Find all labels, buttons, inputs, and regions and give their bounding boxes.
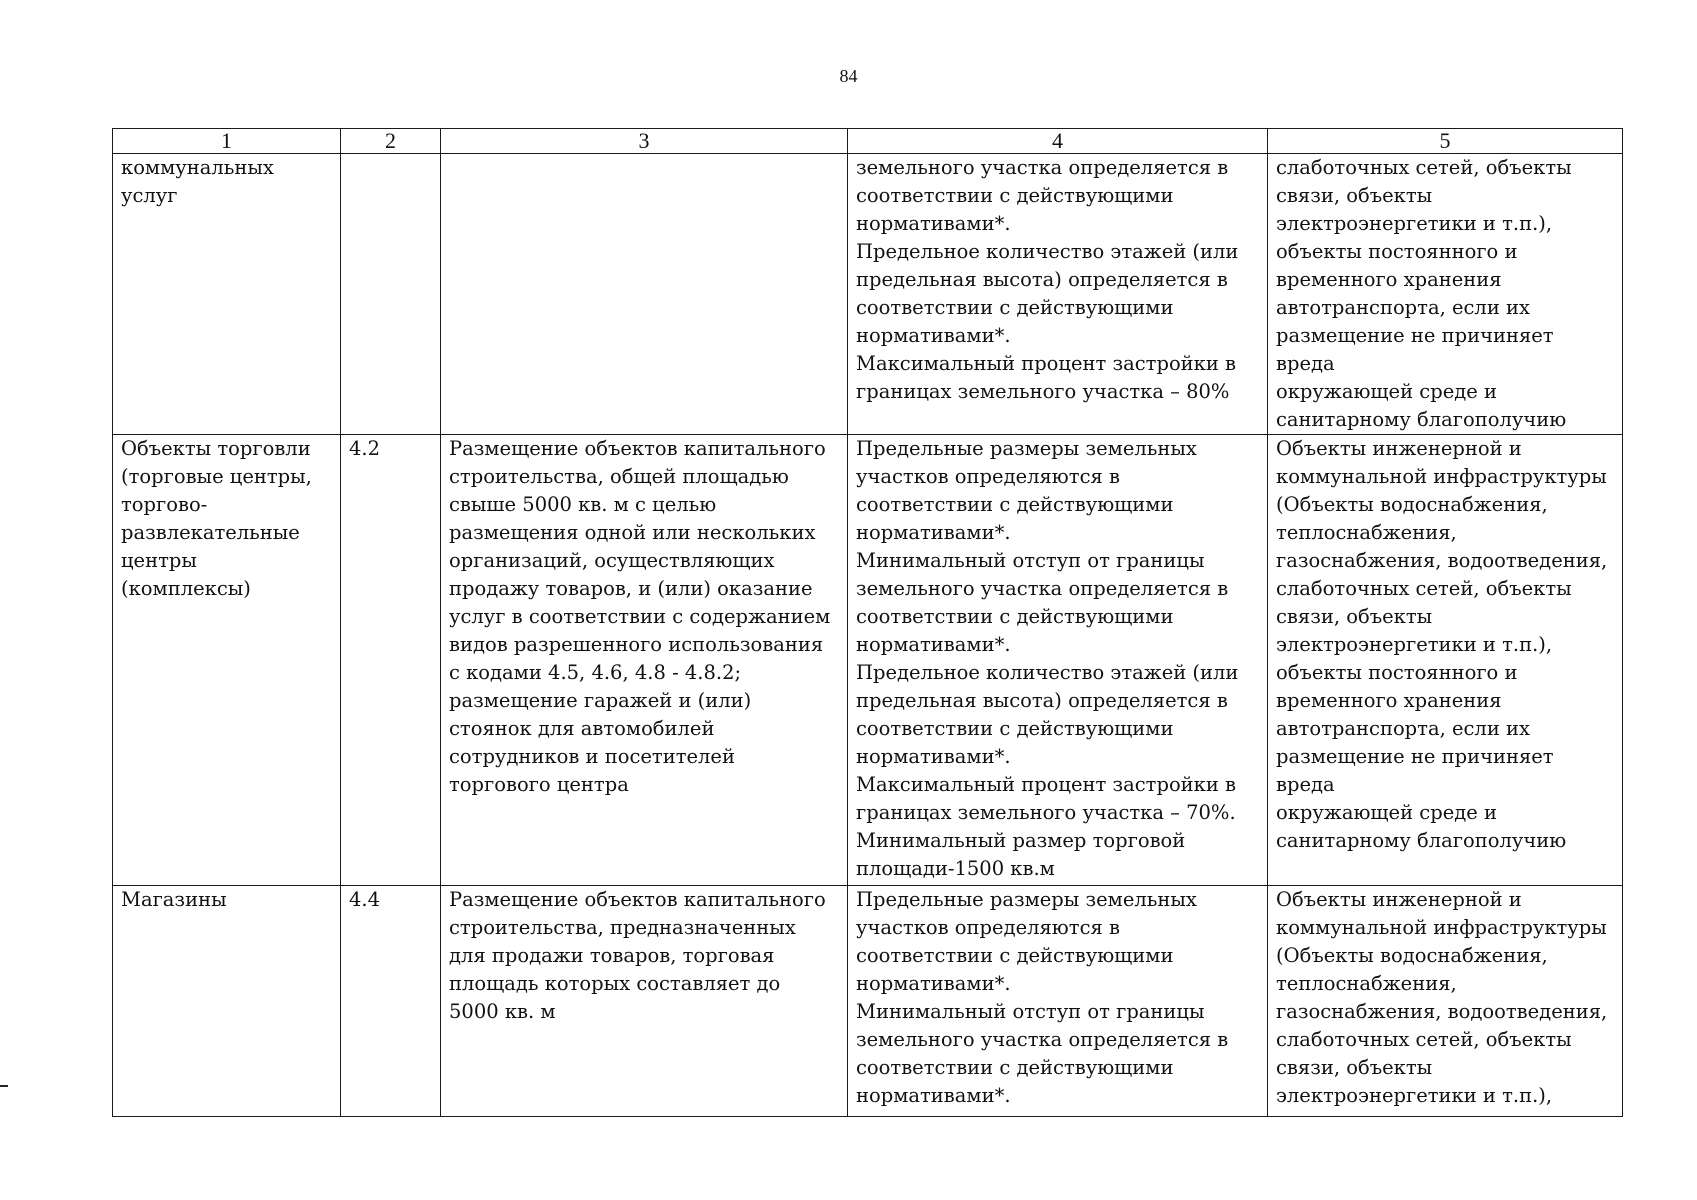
auxiliary-uses-cell: Объекты инженерной и коммунальной инфраструктуры (Объекты водоснабжения, теплоснабжения, газоснабжения, водоотведения, слаботочных сетей, объекты связи, объекты электроэнергетики и т.п.), [1268,886,1623,1117]
scan-mark [0,1085,8,1087]
table-row [113,154,1623,435]
column-header-3: 3 [441,129,848,154]
use-description-cell: Размещение объектов капитального строительства, предназначенных для продажи товаров, торговая площадь которых составляет до 5000 кв. м [441,886,848,1117]
table-row [113,435,1623,886]
page-number: 84 [839,66,858,86]
parameters-cell: Предельные размеры земельных участков определяются в соответствии с действующими нормативами*. Минимальный отступ от границы земельного участка определяется в соответствии с действующими нормативами*. Предельное количество этажей (или предельная высота) определяется в соответствии с действующими нормативами*. Максимальный процент застройки в границах земельного участка – 70%. Минимальный размер торговой площади-1500 кв.м [848,435,1268,886]
use-description-cell: Размещение объектов капитального строительства, общей площадью свыше 5000 кв. м с целью размещения одной или нескольких организаций, осуществляющих продажу товаров, и (или) оказание услуг в соответствии с содержанием видов разрешенного использования с кодами 4.5, 4.6, 4.8 - 4.8.2; размещение гаражей и (или) стоянок для автомобилей сотрудников и посетителей торгового центра [441,435,848,886]
auxiliary-uses-cell: Объекты инженерной и коммунальной инфраструктуры (Объекты водоснабжения, теплоснабжения, газоснабжения, водоотведения, слаботочных сетей, объекты связи, объекты электроэнергетики и т.п.), объекты постоянного и временного хранения автотранспорта, если их размещение не причиняет вреда окружающей среде и санитарному благополучию [1268,435,1623,886]
column-header-2: 2 [341,129,441,154]
parameters-cell: Предельные размеры земельных участков определяются в соответствии с действующими нормативами*. Минимальный отступ от границы земельного участка определяется в соответствии с действующими нормативами*. [848,886,1268,1117]
auxiliary-uses-cell: слаботочных сетей, объекты связи, объекты электроэнергетики и т.п.), объекты постоянного и временного хранения автотранспорта, если их размещение не причиняет вреда окружающей среде и санитарному благополучию [1268,154,1623,435]
header-row [113,129,1623,154]
use-name-cell: коммунальных услуг [113,154,341,435]
use-code-cell: 4.4 [341,886,441,1117]
use-code-cell [341,154,441,435]
column-header-4: 4 [848,129,1268,154]
use-code-cell: 4.2 [341,435,441,886]
use-description-cell [441,154,848,435]
use-name-cell: Объекты торговли (торговые центры, торгово- развлекательные центры (комплексы) [113,435,341,886]
column-header-1: 1 [113,129,341,154]
column-header-5: 5 [1268,129,1623,154]
use-name-cell: Магазины [113,886,341,1117]
table-row [113,886,1623,1117]
parameters-cell: земельного участка определяется в соответствии с действующими нормативами*. Предельное количество этажей (или предельная высота) определяется в соответствии с действующими нормативами*. Максимальный процент застройки в границах земельного участка – 80% [848,154,1268,435]
zoning-table [112,128,1623,1117]
